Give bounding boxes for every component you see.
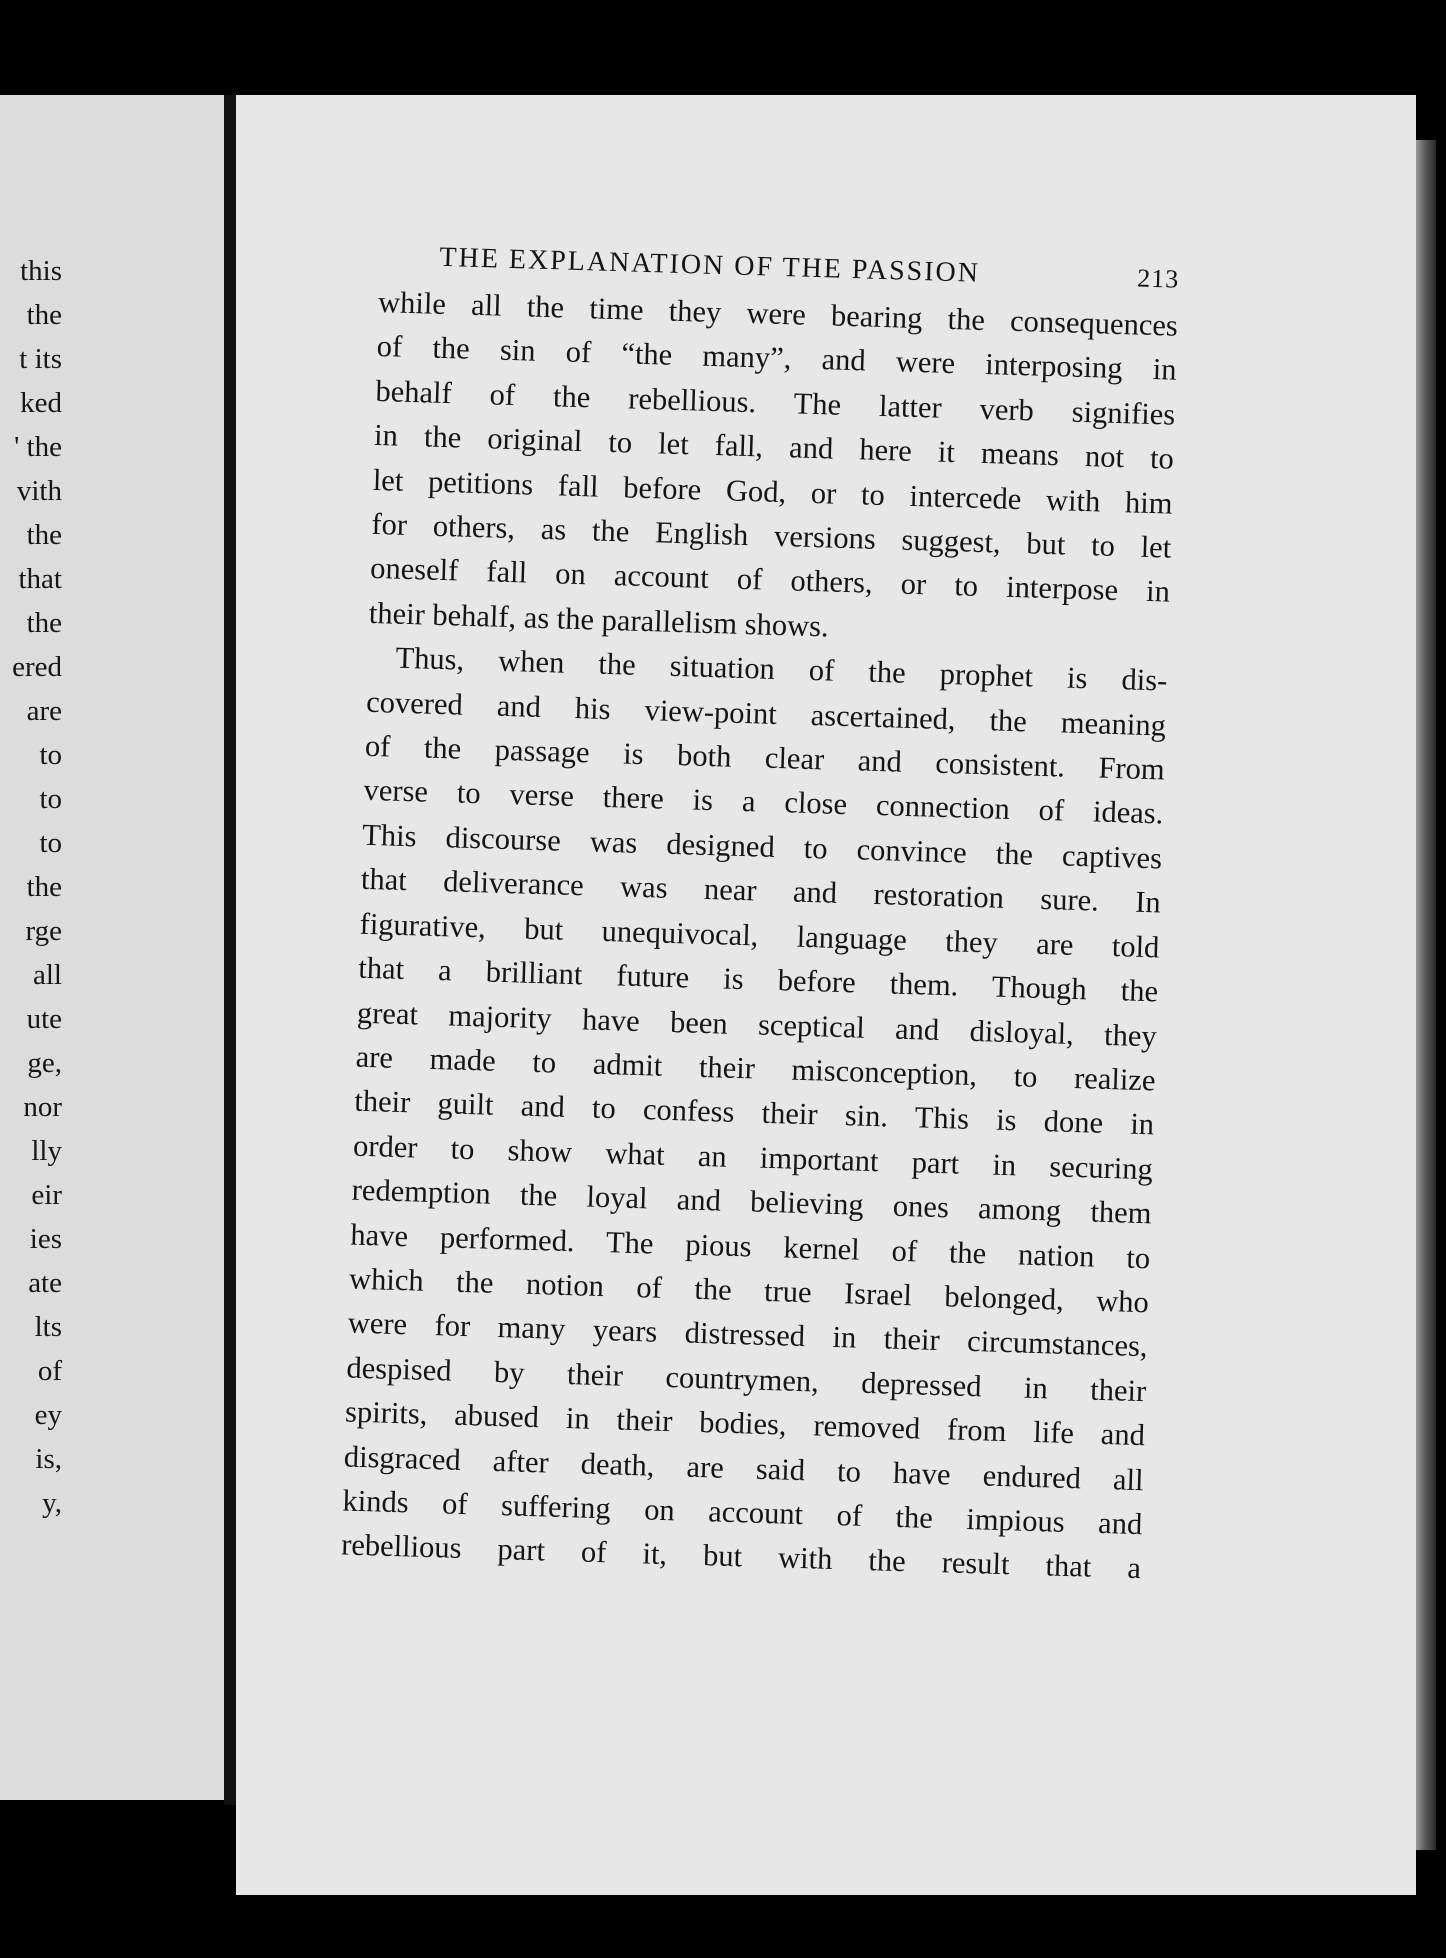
text-line: oneself fall on account of others, or to interpose in (369, 551, 1171, 610)
left-page-fragment: the (26, 519, 62, 551)
left-page-fragment: is, (35, 1443, 62, 1475)
left-page-fragment: rge (25, 915, 62, 947)
left-page-fragment: this (20, 255, 62, 287)
left-page-fragment: that (18, 563, 62, 595)
left-page-fragment: ies (29, 1223, 62, 1255)
left-page-fragment: ' the (14, 431, 62, 463)
text-line: despised by their countrymen, depressed in their (346, 1350, 1147, 1408)
text-line: kinds of suffering on account of the impious and (342, 1483, 1143, 1542)
left-facing-page (0, 95, 232, 1800)
left-page-fragment: to (39, 827, 62, 859)
running-head-title: THE EXPLANATION OF THE PASSION (439, 241, 981, 289)
text-line: rebellious part of it, but with the result that a (340, 1527, 1142, 1586)
text-line: have performed. The pious kernel of the nation to (349, 1217, 1151, 1275)
text-line: let petitions fall before God, or to intercede with him (372, 462, 1174, 521)
page-edge (1416, 140, 1436, 1850)
text-line: behalf of the rebellious. The latter verb signifies (375, 373, 1176, 432)
left-page-fragment: the (26, 871, 62, 903)
text-line: figurative, but unequivocal, language they are told (359, 906, 1160, 965)
left-page-fragment: lts (34, 1311, 62, 1343)
text-line: are made to admit their misconception, to realize (355, 1039, 1156, 1098)
left-page-fragment: of (37, 1355, 62, 1387)
page-number: 213 (1136, 263, 1180, 294)
text-line: covered and his view-point ascertained, the meaning (365, 684, 1167, 743)
left-page-fragment: to (39, 739, 62, 771)
left-page-fragment: are (26, 695, 62, 727)
left-page-fragment: t its (19, 343, 62, 375)
left-page-fragment: eir (31, 1179, 62, 1211)
text-line: of the passage is both clear and consistent. From (364, 728, 1166, 787)
text-line: order to show what an important part in securing (352, 1128, 1154, 1187)
left-page-fragment: vith (16, 475, 62, 507)
text-line: their behalf, as the parallelism shows. (368, 595, 830, 644)
text-line: Thus, when the situation of the prophet is dis- (395, 640, 1168, 698)
left-page-fragment: ate (28, 1267, 62, 1299)
book-gutter (224, 95, 236, 1805)
text-line: redemption the loyal and believing ones among them (351, 1172, 1152, 1231)
text-line: in the original to let fall, and here it means not to (373, 418, 1175, 476)
page-text-block (341, 240, 1180, 1591)
left-page-fragment: ute (26, 1003, 62, 1035)
left-page-fragment: ey (34, 1399, 62, 1431)
text-line: for others, as the English versions suggest, but to let (371, 506, 1172, 565)
text-line: great majority have been sceptical and disloyal, they (356, 995, 1158, 1053)
left-page-fragment: the (26, 299, 62, 331)
left-page-fragment: all (33, 959, 62, 991)
text-line: their guilt and to confess their sin. This is done in (353, 1083, 1155, 1142)
left-page-fragment: nor (23, 1091, 62, 1123)
left-page-fragment: ered (12, 651, 62, 683)
text-line: This discourse was designed to convince the captives (361, 817, 1163, 876)
text-line: disgraced after death, are said to have endured all (343, 1439, 1145, 1497)
left-page-fragment: y, (42, 1487, 62, 1519)
left-page-fragment: lly (31, 1135, 62, 1167)
text-line: while all the time they were bearing the consequences (377, 284, 1179, 343)
left-page-fragment: the (26, 607, 62, 639)
text-line: that a brilliant future is before them. Though the (357, 950, 1159, 1009)
text-line: that deliverance was near and restoration sure. In (360, 862, 1162, 920)
text-line: spirits, abused in their bodies, removed from life and (344, 1394, 1146, 1453)
text-line: which the notion of the true Israel belonged, who (348, 1261, 1150, 1320)
left-page-fragment: ge, (27, 1047, 62, 1079)
left-page-fragment: to (39, 783, 62, 815)
text-line: of the sin of “the many”, and were interposing in (376, 329, 1177, 388)
text-line: were for many years distressed in their circumstances, (347, 1305, 1149, 1364)
text-line: verse to verse there is a close connection of ideas. (363, 773, 1164, 831)
left-page-fragment: ked (20, 387, 62, 419)
